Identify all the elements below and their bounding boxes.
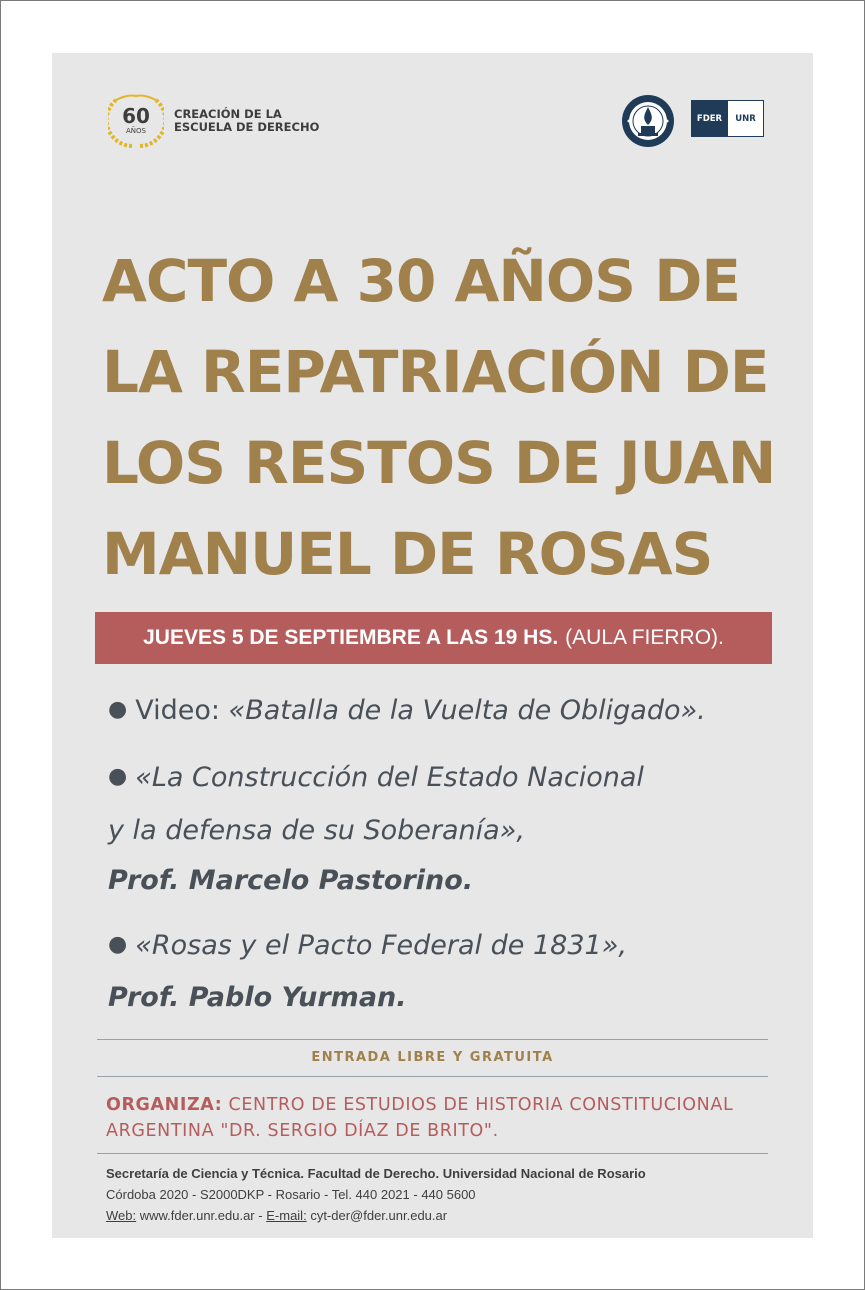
talk-1-title-line-1: «La Construcción del Estado Nacional bbox=[135, 762, 644, 793]
video-title: «Batalla de la Vuelta de Obligado». bbox=[228, 695, 706, 726]
program-item-video bbox=[108, 695, 788, 726]
organizer-line-1 bbox=[106, 1092, 786, 1118]
program-item-talk-2 bbox=[108, 930, 788, 961]
speaker-1-name: Prof. Marcelo Pastorino. bbox=[108, 865, 474, 896]
footer-contact bbox=[106, 1163, 786, 1226]
email-label: E-mail: bbox=[266, 1208, 307, 1223]
poster bbox=[52, 53, 813, 1238]
talk-2-title: «Rosas y el Pacto Federal de 1831», bbox=[135, 930, 627, 961]
logo-unr: UNR bbox=[727, 101, 763, 136]
venue: (AULA FIERRO). bbox=[565, 626, 724, 649]
email-link[interactable]: cyt-der@fder.unr.edu.ar bbox=[310, 1208, 448, 1223]
anniversary-line-1: CREACIÓN DE LA bbox=[174, 107, 282, 121]
divider bbox=[97, 1039, 768, 1040]
footer-address: Córdoba 2020 - S2000DKP - Rosario - Tel. 440 2021 - 440 5600 bbox=[106, 1187, 476, 1202]
anniversary-line-2: ESCUELA DE DERECHO bbox=[174, 120, 320, 134]
free-entry-note: ENTRADA LIBRE Y GRATUITA bbox=[311, 1050, 554, 1065]
organizer bbox=[106, 1092, 786, 1144]
program-item-talk-1-cont bbox=[108, 815, 788, 846]
talk-1-title-line-2: y la defensa de su Soberanía», bbox=[108, 815, 525, 846]
footer-institution: Secretaría de Ciencia y Técnica. Facultad de Derecho. Universidad Nacional de Rosario bbox=[106, 1166, 646, 1181]
event-title bbox=[102, 236, 802, 600]
title-line: LA REPATRIACIÓN DE bbox=[102, 338, 769, 406]
unr-seal-icon bbox=[620, 93, 676, 149]
web-label: Web: bbox=[106, 1208, 137, 1223]
title-line: ACTO A 30 AÑOS DE bbox=[102, 247, 740, 315]
bullet-icon: ● bbox=[108, 932, 128, 957]
anniversary-number: 60 bbox=[122, 104, 150, 128]
divider bbox=[97, 1076, 768, 1077]
anniversary-unit: AÑOS bbox=[126, 127, 146, 135]
footer-web-email bbox=[106, 1205, 786, 1226]
divider bbox=[97, 1153, 768, 1154]
date-time: JUEVES 5 DE SEPTIEMBRE A LAS 19 HS. bbox=[143, 626, 559, 649]
program-speaker-1 bbox=[108, 865, 788, 896]
logo-fder: FDER bbox=[692, 101, 727, 136]
anniversary-caption bbox=[174, 108, 319, 134]
organizer-name-1: CENTRO DE ESTUDIOS DE HISTORIA CONSTITUCIONAL bbox=[228, 1095, 734, 1115]
anniversary-badge bbox=[108, 90, 164, 150]
speaker-2-name: Prof. Pablo Yurman. bbox=[108, 982, 407, 1013]
title-line: LOS RESTOS DE JUAN bbox=[102, 429, 776, 497]
organizer-name-2: ARGENTINA "DR. SERGIO DÍAZ DE BRITO". bbox=[106, 1121, 499, 1141]
bullet-icon: ● bbox=[108, 697, 128, 722]
program-speaker-2 bbox=[108, 982, 788, 1013]
program-item-talk-1 bbox=[108, 762, 788, 793]
organizer-label: ORGANIZA: bbox=[106, 1095, 223, 1115]
fder-unr-logo bbox=[691, 100, 764, 137]
footer-separator: - bbox=[258, 1208, 263, 1223]
video-prefix: Video: bbox=[135, 695, 220, 726]
title-line: MANUEL DE ROSAS bbox=[102, 520, 713, 588]
bullet-icon: ● bbox=[108, 764, 128, 789]
web-link[interactable]: www.fder.unr.edu.ar bbox=[139, 1208, 255, 1223]
date-bar bbox=[95, 612, 772, 664]
